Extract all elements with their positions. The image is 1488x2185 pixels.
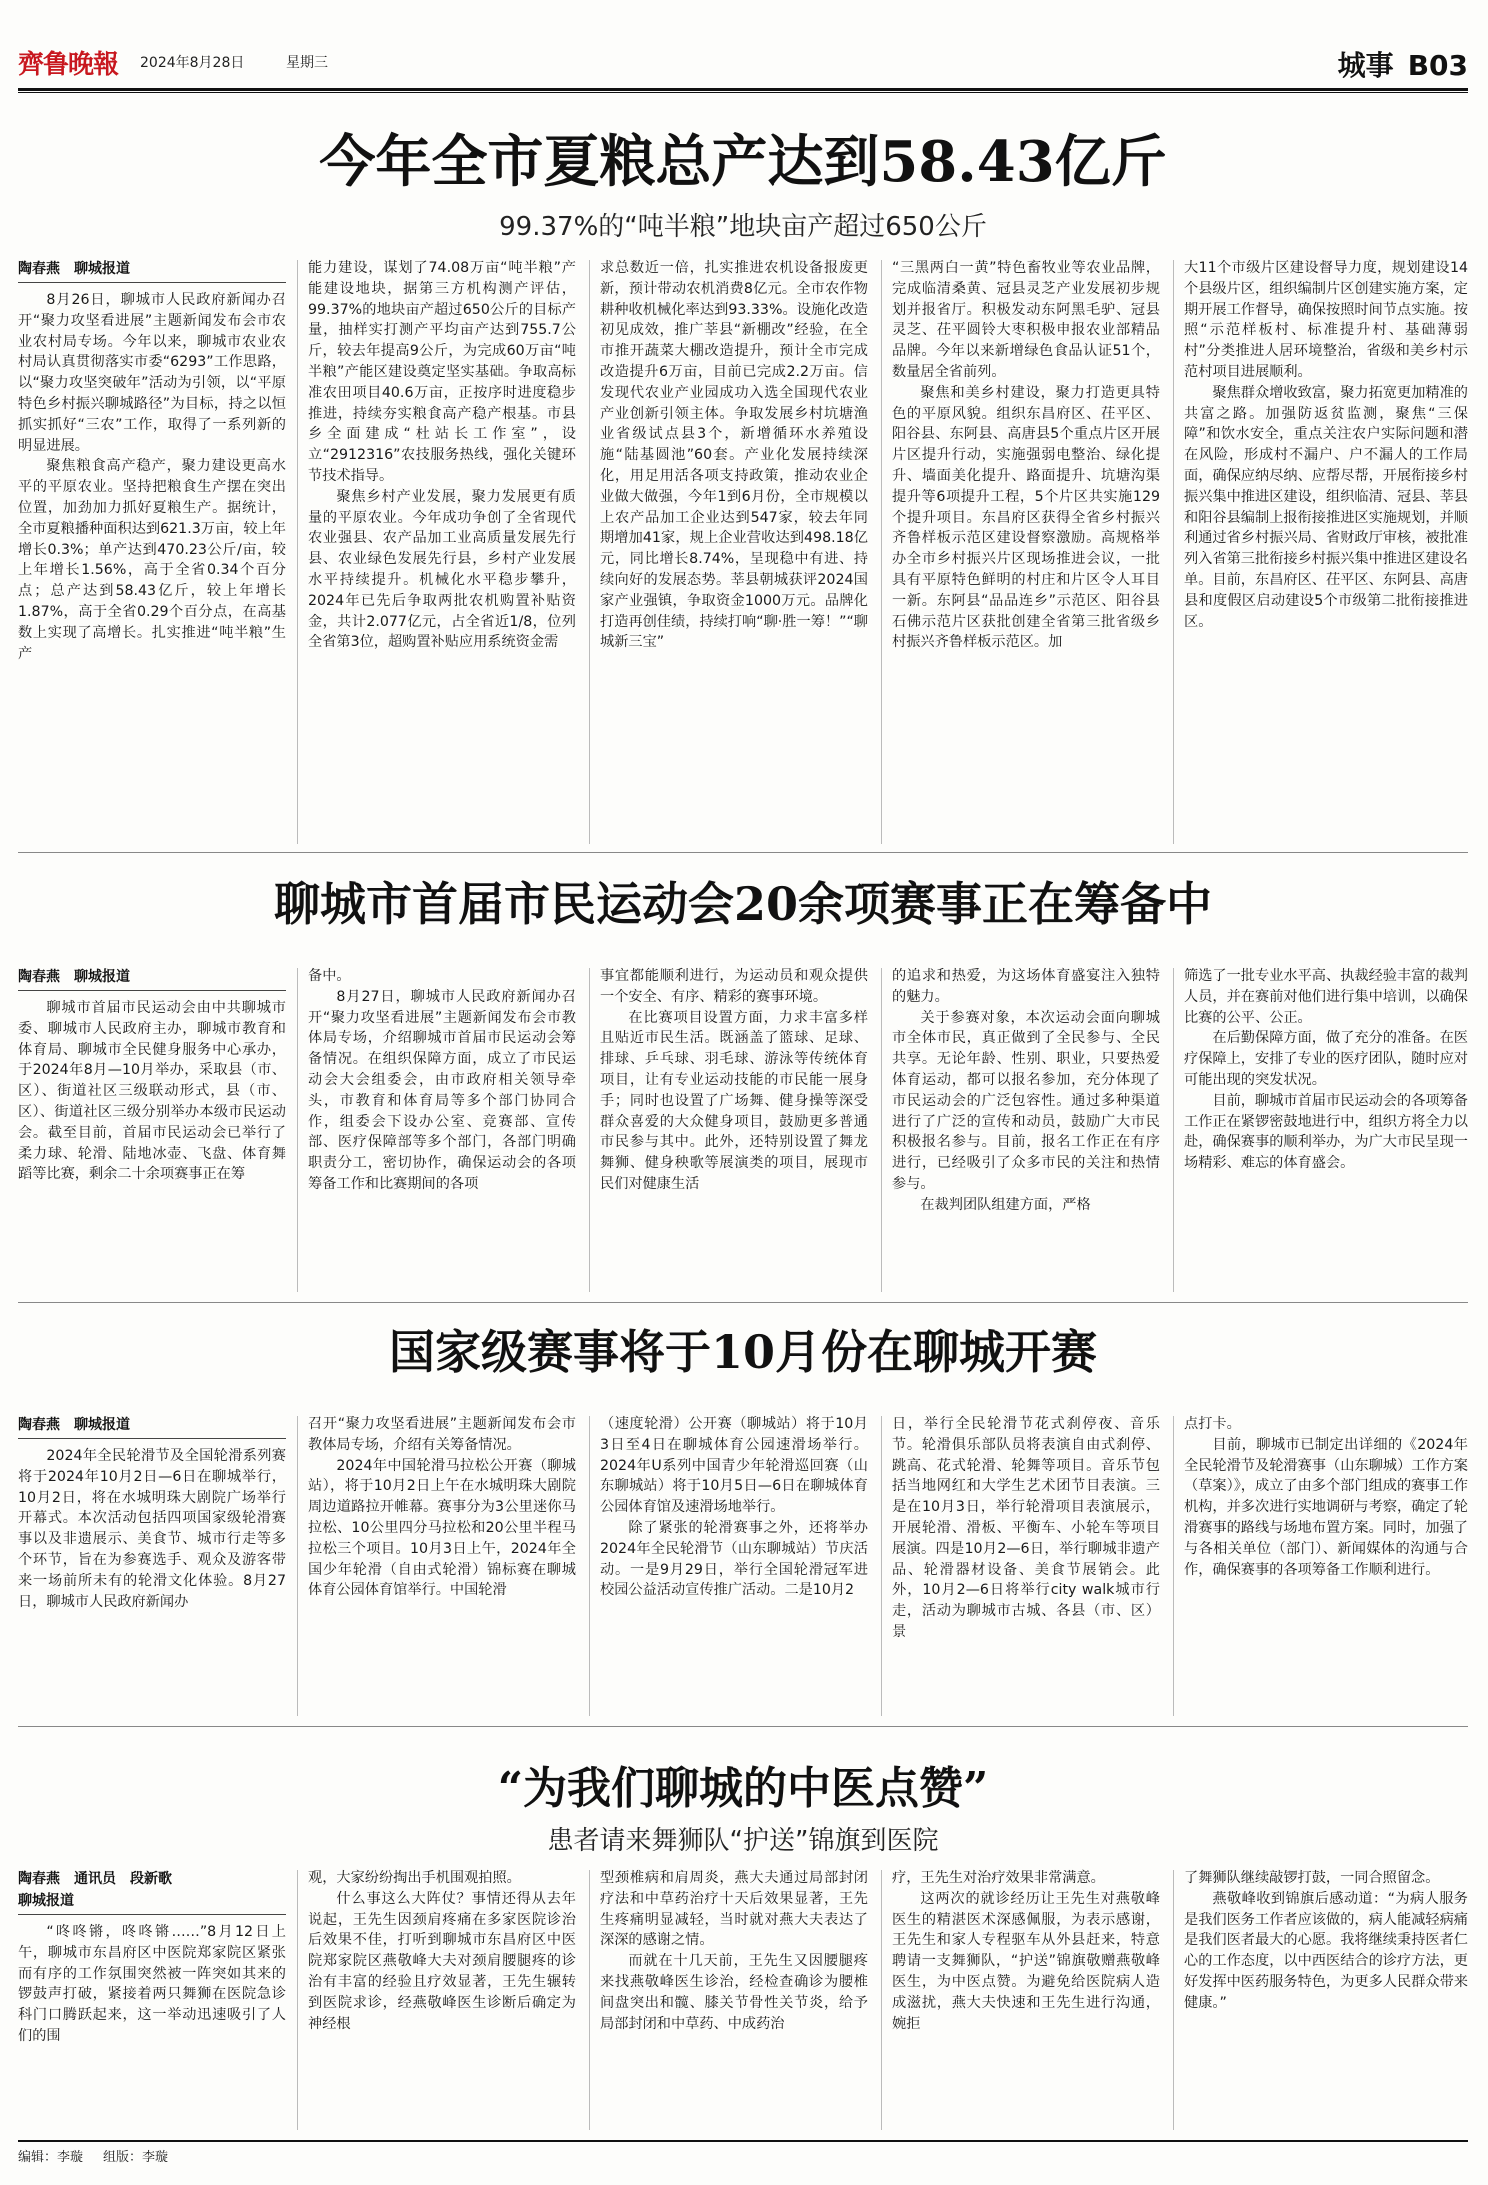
article3-column-5	[1184, 1414, 1468, 1718]
byline-location: 聊城报道	[74, 261, 130, 277]
paragraph: 型颈椎病和肩周炎，燕大夫通过局部封闭疗法和中草药治疗十天后效果显著，王先生疼痛明显减轻，当时就对燕大夫表达了深深的感谢之情。	[600, 1870, 868, 1949]
column-divider	[589, 968, 590, 1292]
paragraph: 在比赛项目设置方面，力求丰富多样且贴近市民生活。既涵盖了篮球、足球、排球、乒乓球、羽毛球、游泳等传统体育项目，让有专业运动技能的市民能一展身手；同时也设置了广场舞、健身操等深受群众喜爱的大众健身项目，鼓励更多普通市民参与其中。此外，还特别设置了舞龙舞狮、健身秧歌等展演类的项目，展现市民们对健康生活	[600, 1009, 868, 1192]
layout-credit: 组版：李璇	[103, 2150, 169, 2165]
paragraph: 疗，王先生对治疗效果非常满意。	[892, 1870, 1105, 1886]
byline-rule	[18, 1438, 286, 1439]
issue-date: 2024年8月28日	[140, 55, 245, 71]
reporter-name: 陶春燕	[18, 261, 60, 277]
page-footer	[18, 2146, 1468, 2176]
correspondent-name: 段新歌	[130, 1871, 172, 1887]
paragraph: 事宜都能顺利进行，为运动员和观众提供一个安全、有序、精彩的赛事环境。	[600, 968, 868, 1005]
article4-column-3	[600, 1868, 868, 2132]
masthead-rule-thin	[18, 92, 1468, 93]
article1-column-4	[892, 258, 1160, 846]
article1-column-5	[1184, 258, 1468, 846]
reporter-name: 陶春燕	[18, 969, 60, 985]
column-divider	[589, 260, 590, 844]
byline-location: 聊城报道	[74, 1417, 130, 1433]
paragraph: 聚焦乡村产业发展，聚力发展更有质量的平原农业。今年成功争创了全省现代农业强县、农产品加工业高质量发展先行县、农业绿色发展先行县，乡村产业发展水平持续提升。机械化水平稳步攀升，2024年已先后争取两批农机购置补贴资金，共计2.077亿元，占全省近1/8，位列全省第3位，超购置补贴应用系统资金需	[308, 488, 576, 651]
paragraph: 在后勤保障方面，做了充分的准备。在医疗保障上，安排了专业的医疗团队，随时应对可能出现的突发状况。	[1184, 1030, 1468, 1088]
article2-column-4	[892, 966, 1160, 1294]
byline-role: 通讯员	[74, 1871, 116, 1887]
article3-column-2	[308, 1414, 576, 1718]
paragraph: 目前，聊城市已制定出详细的《2024年全民轮滑节及轮滑赛事（山东聊城）工作方案（草案）》，成立了由多个部门组成的赛事工作机构，并多次进行实地调研与考察，确定了轮滑赛事的路线与场地布置方案。同时，加强了与各相关单位（部门）、新闻媒体的沟通与合作，确保赛事的各项筹备工作顺利进行。	[1184, 1436, 1468, 1578]
section-header	[1338, 44, 1468, 84]
section-divider	[18, 1726, 1468, 1727]
article2-column-1	[18, 998, 286, 1294]
editor-credit: 编辑：李璇	[18, 2150, 84, 2165]
section-divider	[18, 1302, 1468, 1303]
article4-column-2	[308, 1868, 576, 2132]
article4-column-1	[18, 1922, 286, 2132]
paragraph: 燕敬峰收到锦旗后感动道：“为病人服务是我们医务工作者应该做的，病人能减轻病痛是我们医者最大的心愿。我将继续秉持医者仁心的工作态度，以中西医结合的诊疗方法，更好发挥中医药服务特色，为更多人民群众带来健康。”	[1184, 1890, 1468, 2011]
column-divider	[881, 1870, 882, 2130]
article1-subheadline: 99.37%的“吨半粮”地块亩产超过650公斤	[499, 212, 987, 242]
section-divider	[18, 852, 1468, 853]
article4-column-4	[892, 1868, 1160, 2132]
article1-column-2	[308, 258, 576, 846]
paragraph: 聚焦和美乡村建设，聚力打造更具特色的平原风貌。组织东昌府区、茌平区、阳谷县、东阿县、高唐县5个重点片区开展片区提升行动，实施强弱电整治、绿化提升、墙面美化提升、路面提升、坑塘沟渠提升等6项提升工程，5个片区共实施129个提升项目。东昌府区获得全省乡村振兴齐鲁样板示范区建设督察激励。高规格举办全市乡村振兴片区现场推进会议，一批具有平原特色鲜明的村庄和片区令人耳目一新。东阿县“品品连乡”示范区、阳谷县石佛示范片区获批创建全省第三批省级乡村振兴齐鲁样板示范区。加	[892, 384, 1160, 651]
column-divider	[297, 1870, 298, 2130]
paragraph: 8月27日，聊城市人民政府新闻办召开“聚力攻坚看进展”主题新闻发布会市教体局专场，介绍聊城市首届市民运动会筹备情况。在组织保障方面，成立了市民运动会大会组委会，由市政府相关领导牵头，市教育和体育局等多个部门协同合作，组委会下设办公室、竞赛部、宣传部、医疗保障部等多个部门，各部门明确职责分工，密切协作，确保运动会的各项筹备工作和比赛期间的各项	[308, 988, 576, 1192]
article4-headline: “为我们聊城的中医点赞”	[497, 1763, 989, 1814]
column-divider	[1173, 260, 1174, 844]
paragraph: 在裁判团队组建方面，严格	[920, 1196, 1091, 1213]
paragraph: 2024年全民轮滑节及全国轮滑系列赛将于2024年10月2日—6日在聊城举行，10月2日，将在水城明珠大剧院广场举行开幕式。本次活动包括四项国家级轮滑赛事以及非遗展示、美食节、城市行走等多个环节，旨在为参赛选手、观众及游客带来一场前所未有的轮滑文化体验。8月27日，聊城市人民政府新闻办	[18, 1448, 286, 1610]
column-divider	[589, 1416, 590, 1716]
paragraph: 什么事这么大阵仗？事情还得从去年说起，王先生因颈肩疼痛在多家医院诊治后效果不佳，打听到聊城市东昌府区中医院郑家院区燕敬峰大夫对颈肩腰腿疼的诊治有丰富的经验且疗效显著，王先生辗转到医院求诊，经燕敬峰医生诊断后确定为神经根	[308, 1890, 576, 2032]
column-divider	[881, 260, 882, 844]
reporter-name: 陶春燕	[18, 1871, 60, 1887]
article3-column-4	[892, 1414, 1160, 1718]
footer-rule	[18, 2140, 1468, 2142]
paragraph: 8月26日，聊城市人民政府新闻办召开“聚力攻坚看进展”主题新闻发布会市农业农村局专场。今年以来，聊城市农业农村局认真贯彻落实市委“6293”工作思路，以“聚力攻坚突破年”活动为引领，以“平原特色乡村振兴聊城路径”为目标，持之以恒抓实抓好“三农”工作，取得了一系列新的明显进展。	[18, 292, 286, 454]
column-divider	[297, 260, 298, 844]
article4-subheadline: 患者请来舞狮队“护送”锦旗到医院	[547, 1826, 939, 1856]
paragraph: 聚焦群众增收致富，聚力拓宽更加精准的共富之路。加强防返贫监测，聚焦“三保障”和饮水安全，重点关注农户实际问题和潜在风险，形成村不漏户、户不漏人的工作局面，确保应纳尽纳、应帮尽帮，开展衔接乡村振兴集中推进区建设，组织临清、冠县、莘县和阳谷县编制上报衔接推进区实施规划，并顺利通过省乡村振兴局、省财政厅审核，被批准列入省第三批衔接乡村振兴集中推进区建设名单。目前，东昌府区、茌平区、东阿县、高唐县和度假区启动建设5个市级第二批衔接推进区。	[1184, 384, 1468, 630]
paragraph: 2024年中国轮滑马拉松公开赛（聊城站），将于10月2日上午在水城明珠大剧院周边道路拉开帷幕。赛事分为3公里迷你马拉松、10公里四分马拉松和20公里半程马拉松三个项目。10月3日上午，2024年全国少年轮滑（自由式轮滑）锦标赛在聊城体育公园体育馆举行。中国轮滑	[308, 1457, 576, 1599]
column-divider	[1173, 968, 1174, 1292]
paragraph: 求总数近一倍，扎实推进农机设备报废更新，预计带动农机消费8亿元。全市农作物耕种收机械化率达到93.33%。设施化改造初见成效，推广莘县“新棚改”经验，在全市推开蔬菜大棚改造提升，预计全市完成改造提升6万亩，目前已完成2.2万亩。信发现代农业产业园成功入选全国现代农业产业创新引领主体。争取发展乡村坑塘渔业省级试点县3个，新增循环水养殖设施“陆基圆池”60套。产业化发展持续深化，用足用活各项支持政策，推动农业企业做大做强，今年1到6月份，全市规模以上农产品加工企业达到547家，较去年同期增加41家，规上企业营收达到498.18亿元，同比增长8.74%，呈现稳中有进、持续向好的发展态势。莘县朝城获评2024国家产业强镇，争取资金1000万元。品牌化打造再创佳绩，持续打响“聊·胜一筹！”“聊城新三宝”	[600, 260, 868, 651]
article2-byline	[18, 966, 144, 986]
paragraph: 大11个市级片区建设督导力度，规划建设14个县级片区，组织编制片区创建实施方案，定期开展工作督导，确保按照时间节点实施。按照“示范样板村、标准提升村、基础薄弱村”分类推进人居环境整治，省级和美乡村示范村项目进展顺利。	[1184, 260, 1468, 380]
byline-rule	[18, 990, 286, 991]
paragraph: 除了紧张的轮滑赛事之外，还将举办2024年全民轮滑节（山东聊城站）节庆活动。一是9月29日，举行全国轮滑冠军进校园公益活动宣传推广活动。二是10月2	[600, 1519, 868, 1599]
article3-headline: 国家级赛事将于10月份在聊城开赛	[388, 1325, 1097, 1379]
paragraph: 这两次的就诊经历让王先生对燕敬峰医生的精湛医术深感佩服，为表示感谢，王先生和家人专程驱车从外县赶来，特意聘请一支舞狮队，“护送”锦旗敬赠燕敬峰医生，为中医点赞。为避免给医院病人造成滋扰，燕大夫快速和王先生进行沟通，婉拒	[892, 1890, 1160, 2032]
article4-byline	[18, 1868, 186, 1888]
issue-weekday: 星期三	[286, 55, 328, 71]
column-divider	[297, 968, 298, 1292]
paragraph: 日，举行全民轮滑节花式刹停夜、音乐节。轮滑俱乐部队员将表演自由式刹停、跳高、花式轮滑、轮舞等项目。音乐节包括当地网红和大学生艺术团节目表演。三是在10月3日，举行轮滑项目表演展示，开展轮滑、滑板、平衡车、小轮车等项目展演。四是10月2—6日，举行聊城非遗产品、轮滑器材设备、美食节展销会。此外，10月2—6日将举行city walk城市行走，活动为聊城市古城、各县（市、区）景	[892, 1416, 1160, 1640]
article3-byline	[18, 1414, 144, 1434]
paragraph: “三黑两白一黄”特色畜牧业等农业品牌，完成临清桑黄、冠县灵芝产业发展初步规划并报省厅。积极发动东阿黑毛驴、冠县灵芝、茌平圆铃大枣积极申报农业部精品品牌。今年以来新增绿色食品认证51个，数量居全省前列。	[892, 260, 1160, 380]
masthead-rule	[18, 88, 1468, 91]
article2-headline: 聊城市首届市民运动会20余项赛事正在筹备中	[273, 877, 1212, 931]
newspaper-logo: 齊鲁晚報	[18, 50, 119, 80]
byline-rule	[18, 1914, 286, 1915]
article3-column-3	[600, 1414, 868, 1718]
masthead	[18, 44, 1468, 84]
article4-byline-location: 聊城报道	[18, 1893, 74, 1909]
paragraph: （速度轮滑）公开赛（聊城站）将于10月3日至4日在聊城体育公园速滑场举行。2024年U系列中国青少年轮滑巡回赛（山东聊城站）将于10月5日—6日在聊城体育公园体育馆及速滑场地举行。	[600, 1416, 868, 1516]
article1-headline: 今年全市夏粮总产达到58.43亿斤	[319, 129, 1167, 195]
article2-column-5	[1184, 966, 1468, 1294]
paragraph: 能力建设，谋划了74.08万亩“吨半粮”产能建设地块，据第三方机构测产评估，99.37%的地块亩产超过650公斤的目标产量，抽样实打测产平均亩产达到755.7公斤，较去年提高9公斤，为完成60万亩“吨半粮”产能区建设奠定坚实基础。争取高标准农田项目40.6万亩，正按序时进度稳步推进，持续夯实粮食高产稳产根基。市县乡全面建成“杜站长工作室”，设立“2912316”农技服务热线，强化关键环节技术指导。	[308, 260, 576, 484]
paragraph: 了舞狮队继续敲锣打鼓，一同合照留念。	[1184, 1870, 1440, 1886]
paragraph: “咚咚锵，咚咚锵……”8月12日上午，聊城市东昌府区中医院郑家院区紧张而有序的工作氛围突然被一阵突如其来的锣鼓声打破，紧接着两只舞狮在医院急诊科门口腾跃起来，这一举动迅速吸引了人们的围	[18, 1924, 286, 2044]
paragraph: 筛选了一批专业水平高、执裁经验丰富的裁判人员，并在赛前对他们进行集中培训，以确保比赛的公平、公正。	[1184, 968, 1468, 1026]
article4-column-5	[1184, 1868, 1468, 2132]
section-name: 城事	[1337, 49, 1394, 82]
column-divider	[297, 1416, 298, 1716]
reporter-name: 陶春燕	[18, 1417, 60, 1433]
paragraph: 目前，聊城市首届市民运动会的各项筹备工作正在紧锣密鼓地进行中，组织方将全力以赴，确保赛事的顺利举办，为广大市民呈现一场精彩、难忘的体育盛会。	[1184, 1092, 1468, 1172]
page-number: B03	[1407, 49, 1468, 82]
article2-column-2	[308, 966, 576, 1294]
column-divider	[1173, 1870, 1174, 2130]
paragraph: 的追求和热爱，为这场体育盛宴注入独特的魅力。	[892, 968, 1160, 1005]
paragraph: 聚焦粮食高产稳产，聚力建设更高水平的平原农业。坚持把粮食生产摆在突出位置，加劲加力抓好夏粮生产。据统计，全市夏粮播种面积达到621.3万亩，较上年增长0.3%；单产达到470.23公斤/亩，较上年增长1.56%，高于全省0.34个百分点；总产达到58.43亿斤，较上年增长1.87%，高于全省0.29个百分点，在高基数上实现了高增长。扎实推进“吨半粮”生产	[18, 458, 286, 662]
column-divider	[881, 1416, 882, 1716]
article1-byline	[18, 258, 144, 278]
column-divider	[1173, 1416, 1174, 1716]
byline-rule	[18, 282, 286, 283]
paragraph: 备中。	[308, 968, 351, 984]
column-divider	[589, 1870, 590, 2130]
paragraph: 召开“聚力攻坚看进展”主题新闻发布会市教体局专场，介绍有关筹备情况。	[308, 1416, 576, 1453]
article1-column-3	[600, 258, 868, 846]
byline-location: 聊城报道	[74, 969, 130, 985]
article2-column-3	[600, 966, 868, 1294]
column-divider	[881, 968, 882, 1292]
paragraph: 聊城市首届市民运动会由中共聊城市委、聊城市人民政府主办，聊城市教育和体育局、聊城市全民健身服务中心承办，于2024年8月—10月举办，采取县（市、区）、街道社区三级联动形式，县（市、区）、街道社区三级分别举办本级市民运动会。截至目前，首届市民运动会已举行了柔力球、轮滑、陆地冰壶、飞盘、体育舞蹈等比赛，剩余二十余项赛事正在筹	[18, 1000, 286, 1183]
paragraph: 而就在十几天前，王先生又因腰腿疼来找燕敬峰医生诊治，经检查确诊为腰椎间盘突出和髋、膝关节骨性关节炎，给予局部封闭和中草药、中成药治	[600, 1953, 868, 2032]
paragraph: 观，大家纷纷掏出手机围观拍照。	[308, 1870, 521, 1886]
paragraph: 点打卡。	[1184, 1416, 1241, 1432]
article3-column-1	[18, 1446, 286, 1718]
paragraph: 关于参赛对象，本次运动会面向聊城市全体市民，真正做到了全民参与、全民共享。无论年龄、性别、职业，只要热爱体育运动，都可以报名参加，充分体现了市民运动会的广泛包容性。通过多种渠道进行了广泛的宣传和动员，鼓励广大市民积极报名参与。目前，报名工作正在有序进行，已经吸引了众多市民的关注和热情参与。	[892, 1009, 1160, 1192]
article1-column-1	[18, 290, 286, 846]
